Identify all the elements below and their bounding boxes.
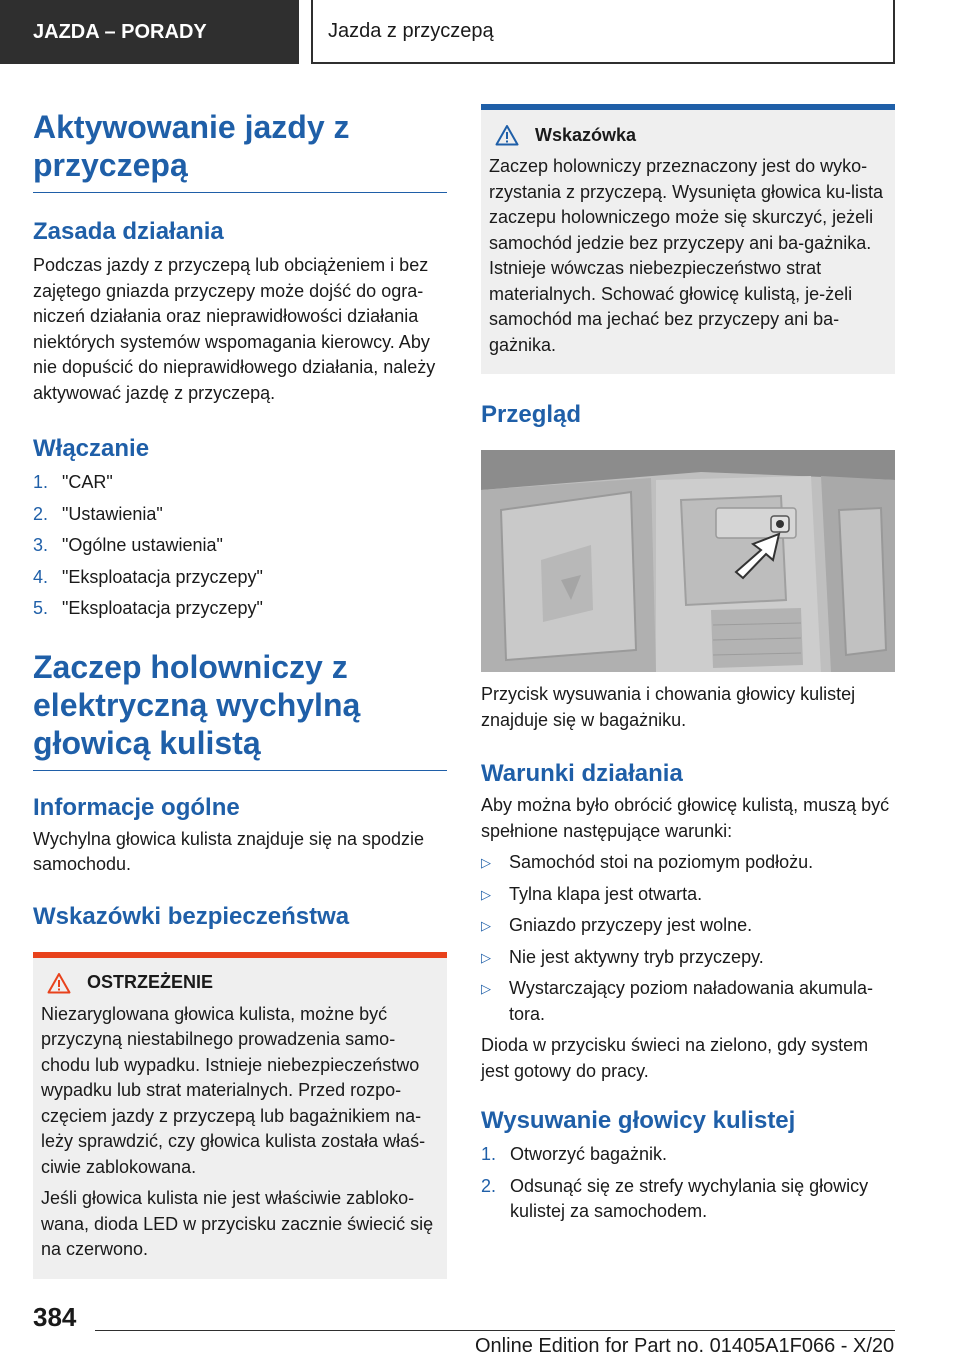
- header-section: JAZDA – PORADY: [0, 0, 299, 64]
- general-text: Wychylna głowica kulista znajduje się na spodzie samochodu.: [33, 828, 425, 874]
- list-item: [481, 1174, 895, 1225]
- list-item: [33, 533, 447, 559]
- bullet-triangle-icon: ▷: [481, 981, 491, 996]
- page-title: Aktywowanie jazdy z przyczepą: [33, 108, 447, 193]
- step-text: Odsunąć się ze strefy wychylania się głowicy kulistej za samochodem.: [510, 1175, 869, 1221]
- step-number: 3.: [33, 535, 49, 555]
- list-item: [481, 850, 895, 876]
- bullet-triangle-icon: ▷: [481, 886, 491, 902]
- step-number: 4.: [33, 566, 49, 587]
- list-item: [481, 882, 895, 908]
- step-text: "Eksploatacja przyczepy": [62, 566, 263, 587]
- step-number: 2.: [33, 503, 49, 524]
- warning-triangle-icon: [41, 972, 87, 994]
- warning-title-row: [41, 972, 439, 994]
- list-item: [481, 976, 895, 1027]
- bullet-triangle-icon: ▷: [481, 918, 491, 933]
- warning-text-led: Jeśli głowica kulista nie jest właściwie zabloko-wana, dioda LED w przycisku zacznie świecić się na czerwono.: [41, 1188, 434, 1259]
- warning-title: OSTRZEŻENIE: [87, 972, 214, 992]
- step-number: 1.: [481, 1144, 497, 1164]
- conditions-heading: Warunki działania: [481, 760, 683, 787]
- right-column: [481, 104, 895, 1231]
- step-text: "Ustawienia": [62, 503, 163, 524]
- step-number: 1.: [33, 472, 49, 492]
- step-number: 5.: [33, 598, 49, 618]
- step-text: "CAR": [62, 472, 113, 492]
- condition-text: Wystarczający poziom naładowania akumula-tora.: [509, 978, 873, 1024]
- note-box: [481, 104, 895, 374]
- activation-steps: [33, 470, 447, 622]
- trunk-illustration: [481, 450, 895, 672]
- list-item: [33, 470, 447, 496]
- towbar-title: Zaczep holowniczy z elektryczną wychylną głowicą kulistą: [33, 648, 447, 771]
- condition-text: Nie jest aktywny tryb przyczepy.: [509, 946, 764, 967]
- list-item: [481, 945, 895, 971]
- conditions-intro: Aby można było obrócić głowicę kulistą, muszą być spełnione następujące warunki:: [481, 795, 890, 841]
- condition-text: Samochód stoi na poziomym podłożu.: [509, 852, 814, 872]
- page-number: 384: [33, 1302, 77, 1332]
- note-text: Zaczep holowniczy przeznaczony jest do wyko-rzystania z przyczepą. Wysunięta głowica ku-lista zaczepu holowniczego może się skurczyć, jeżeli samochód jedzie bez przyczepy ani ba-gażnika. Istnieje wówczas niebezpieczeństwo strat materialnych. Schować głowicę kulistą, je-żeli samochód ma jechać bez przyczepy ani ba-gażnika.: [489, 156, 883, 355]
- step-number: 2.: [481, 1175, 497, 1196]
- header-chapter: Jazda z przyczepą: [311, 0, 895, 64]
- footer-divider: [95, 1330, 895, 1331]
- trunk-photo: [481, 450, 895, 672]
- warning-triangle-icon: [489, 124, 535, 146]
- principle-heading: Zasada działania: [33, 218, 224, 245]
- condition-text: Tylna klapa jest otwarta.: [509, 883, 703, 904]
- conditions-list: [481, 850, 895, 1027]
- overview-caption: Przycisk wysuwania i chowania głowicy kulistej znajduje się w bagażniku.: [481, 684, 856, 730]
- list-item: [33, 596, 447, 622]
- safety-heading: Wskazówki bezpieczeństwa: [33, 902, 350, 930]
- step-text: Otworzyć bagażnik.: [510, 1144, 668, 1164]
- list-item: [33, 565, 447, 591]
- extend-steps: [481, 1142, 895, 1225]
- footer-edition: Online Edition for Part no. 01405A1F066 - X/20: [475, 1335, 895, 1357]
- list-item: [481, 913, 895, 939]
- bullet-triangle-icon: ▷: [481, 855, 491, 870]
- condition-text: Gniazdo przyczepy jest wolne.: [509, 915, 753, 935]
- overview-heading: Przegląd: [481, 401, 582, 428]
- bullet-triangle-icon: ▷: [481, 949, 491, 965]
- principle-text: Podczas jazdy z przyczepą lub obciążeniem i bez zajętego gniazda przyczepy może dojść do ogra-niczeń działania oraz nieprawidłowości działania niektórych systemów wspomagania kierowcy. Aby nie dopuścić do nieprawidłowego działania, należy aktywować jazdę z przyczepą.: [33, 255, 436, 403]
- conditions-outro: Dioda w przycisku świeci na zielono, gdy system jest gotowy do pracy.: [481, 1035, 869, 1081]
- warning-box: [33, 952, 447, 1279]
- warning-text: Niezaryglowana głowica kulista, możne być przyczyną niestabilnego prowadzenia samo-chodu lub wypadku. Istnieje niebezpieczeństwo wypadku lub strat materialnych. Przed rozpo-częciem jazdy z przyczepą lub bagażnikiem na-leży sprawdzić, czy głowica kulista została właś-ciwie zablokowana.: [41, 1003, 426, 1177]
- general-heading: Informacje ogólne: [33, 793, 240, 821]
- list-item: [481, 1142, 895, 1168]
- extend-heading: Wysuwanie głowicy kulistej: [481, 1107, 796, 1134]
- step-text: "Eksploatacja przyczepy": [62, 598, 263, 618]
- activation-heading: Włączanie: [33, 435, 150, 462]
- list-item: [33, 502, 447, 528]
- left-column: [33, 104, 447, 1279]
- note-title-row: [489, 124, 887, 146]
- note-title: Wskazówka: [535, 124, 637, 145]
- step-text: "Ogólne ustawienia": [62, 535, 223, 555]
